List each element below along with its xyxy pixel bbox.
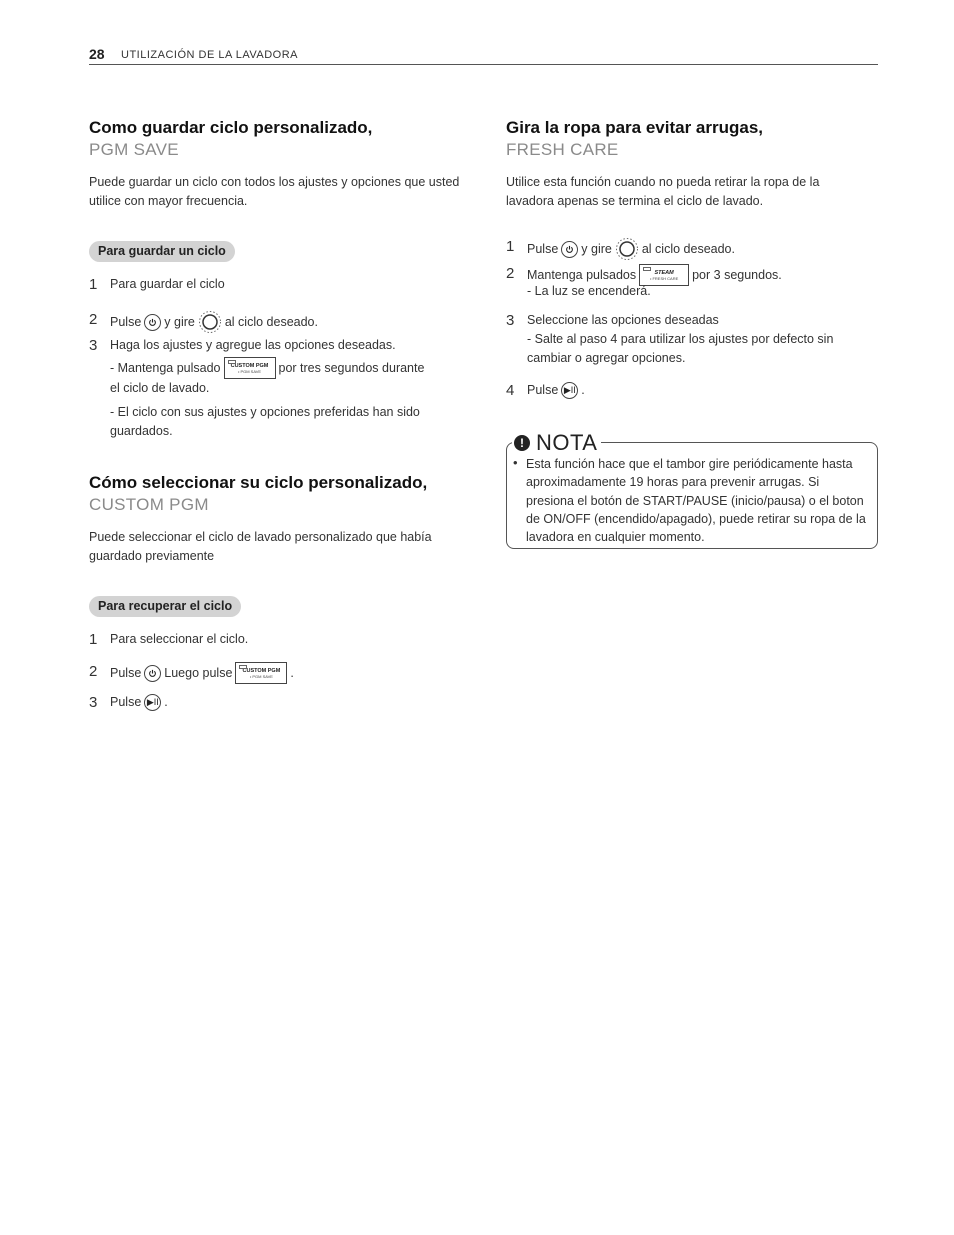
step-text: al ciclo deseado. bbox=[641, 241, 735, 256]
step-text: Pulse bbox=[527, 241, 559, 256]
button-sublabel: • PGM SAVE bbox=[237, 368, 262, 374]
note-label: NOTA bbox=[536, 430, 598, 455]
custom-pgm-subtitle: CUSTOM PGM bbox=[89, 495, 209, 514]
step-text: Mantenga pulsados bbox=[527, 267, 637, 282]
step-number: 1 bbox=[89, 276, 98, 293]
custom-pgm-intro: Puede seleccionar el ciclo de lavado personalizado que había guardado previamente bbox=[89, 530, 432, 563]
step-number: 4 bbox=[506, 382, 515, 399]
step-text: y gire bbox=[581, 241, 612, 256]
button-label: CUSTOM PGM bbox=[230, 362, 269, 369]
step-text: al ciclo deseado. bbox=[224, 314, 318, 329]
step-text: por 3 segundos. bbox=[692, 267, 782, 282]
start-pause-icon: ▶II bbox=[561, 382, 578, 399]
step-text: . bbox=[164, 695, 168, 709]
button-label: STEAM bbox=[654, 269, 674, 276]
pgm-save-title: Como guardar ciclo personalizado, bbox=[89, 118, 373, 137]
step-text: Pulse bbox=[110, 314, 142, 329]
step-text: y gire bbox=[164, 314, 195, 329]
alert-icon: ! bbox=[514, 435, 530, 451]
pgm-save-intro: Puede guardar un ciclo con todos los ajustes y opciones que usted utilice con mayor frecuencia. bbox=[89, 175, 460, 208]
step-text: Pulse bbox=[110, 665, 142, 680]
step-text: Haga los ajustes y agregue las opciones deseadas. bbox=[110, 338, 396, 352]
custom-pgm-pill: Para recuperar el ciclo bbox=[89, 596, 241, 617]
step-number: 3 bbox=[89, 694, 98, 711]
note-header bbox=[512, 430, 601, 456]
page-number: 28 bbox=[89, 46, 105, 62]
cycle-dial-icon bbox=[198, 310, 222, 334]
step-number: 1 bbox=[506, 238, 515, 255]
step-number: 1 bbox=[89, 631, 98, 648]
step-number: 3 bbox=[89, 337, 98, 354]
note-text: Esta función hace que el tambor gire periódicamente hasta aproximadamente 19 horas para prevenir arrugas. Si presiona el botón de START/PAUSE (inicio/pausa) o el boton de ON/OFF (encendido/apagado), puede retirar su ropa de la lavadora en cualquier momento. bbox=[526, 457, 866, 545]
custom-pgm-title: Cómo seleccionar su ciclo personalizado, bbox=[89, 473, 428, 492]
step-text: Pulse bbox=[527, 383, 559, 397]
step-text: Pulse bbox=[110, 695, 142, 709]
step-number: 2 bbox=[89, 311, 98, 328]
section-title: UTILIZACIÓN DE LA LAVADORA bbox=[121, 49, 299, 61]
fresh-care-step-3-sub: - Salte al paso 4 para utilizar los ajustes por defecto sin cambiar o agregar opciones. bbox=[527, 332, 834, 365]
step-text: . bbox=[581, 383, 585, 397]
step-number: 3 bbox=[506, 312, 515, 329]
step-text: . bbox=[290, 665, 294, 680]
sub-text: el ciclo de lavado. bbox=[110, 381, 210, 395]
step-number: 2 bbox=[89, 663, 98, 680]
button-sublabel: • FRESH CARE bbox=[649, 275, 679, 281]
step-text: Luego pulse bbox=[164, 665, 233, 680]
step-text: Para seleccionar el ciclo. bbox=[110, 632, 249, 646]
bullet-icon: • bbox=[513, 455, 518, 470]
power-button-icon bbox=[561, 241, 578, 258]
fresh-care-title: Gira la ropa para evitar arrugas, bbox=[506, 118, 764, 137]
custom-pgm-button-icon bbox=[224, 357, 276, 379]
power-button-icon bbox=[144, 665, 161, 682]
pgm-save-subtitle: PGM SAVE bbox=[89, 140, 179, 159]
step-text: Seleccione las opciones deseadas bbox=[527, 313, 719, 327]
fresh-care-intro: Utilice esta función cuando no pueda retirar la ropa de la lavadora apenas se termina el ciclo de lavado. bbox=[506, 175, 820, 208]
step-number: 2 bbox=[506, 265, 515, 282]
pgm-save-step-3-sub-1 bbox=[110, 357, 460, 398]
power-button-icon bbox=[144, 314, 161, 331]
fresh-care-step-2-sub: - La luz se encenderá. bbox=[527, 284, 651, 298]
custom-pgm-button-icon bbox=[235, 662, 287, 684]
button-label: CUSTOM PGM bbox=[242, 667, 281, 674]
pgm-save-pill: Para guardar un ciclo bbox=[89, 241, 235, 262]
fresh-care-subtitle: FRESH CARE bbox=[506, 140, 619, 159]
pgm-save-step-3-sub-2: - El ciclo con sus ajustes y opciones preferidas han sido guardados. bbox=[110, 405, 420, 438]
step-text: Para guardar el ciclo bbox=[110, 277, 225, 291]
sub-text: por tres segundos durante bbox=[278, 360, 425, 375]
button-sublabel: • PGM SAVE bbox=[249, 673, 273, 679]
cycle-dial-icon bbox=[615, 237, 639, 261]
sub-text: - Mantenga pulsado bbox=[110, 360, 221, 375]
page-header bbox=[89, 46, 878, 65]
start-pause-icon: ▶II bbox=[144, 694, 161, 711]
